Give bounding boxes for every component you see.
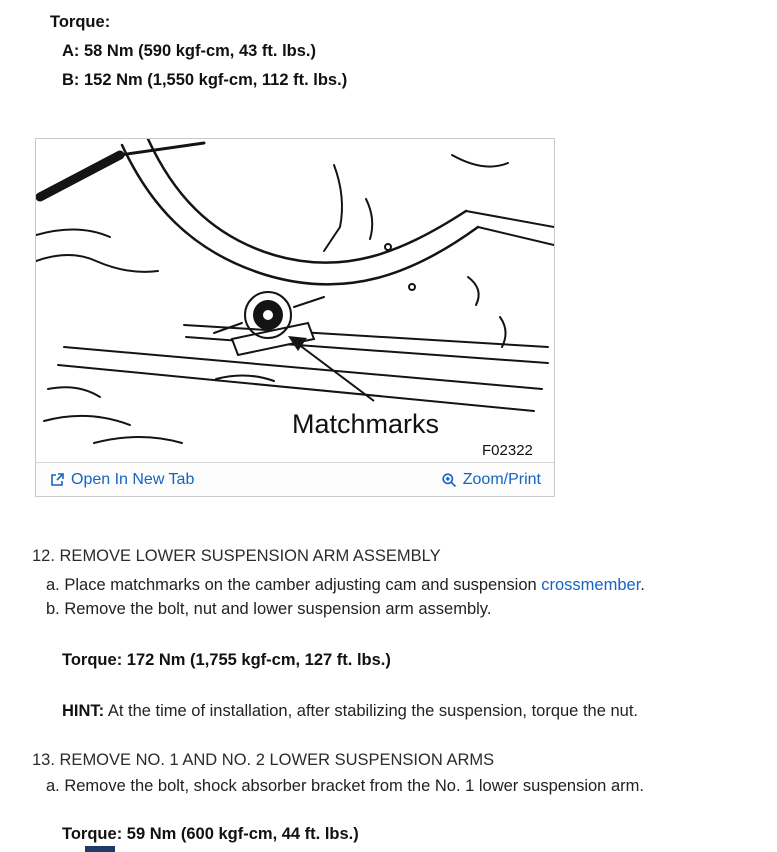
suspension-diagram [36, 139, 554, 461]
torque-line-b: B: 152 Nm (1,550 kgf-cm, 112 ft. lbs.) [62, 71, 348, 89]
step-12-item-a [46, 576, 645, 595]
figure-panel [35, 138, 555, 497]
step-13-torque: Torque: 59 Nm (600 kgf-cm, 44 ft. lbs.) [62, 825, 359, 843]
open-in-new-tab-icon [49, 472, 65, 488]
torque-label: Torque: [50, 13, 111, 31]
step-13-heading: 13. REMOVE NO. 1 AND NO. 2 LOWER SUSPENSION ARMS [32, 751, 495, 769]
figure-toolbar [36, 462, 554, 496]
crossmember-link[interactable]: crossmember [541, 576, 641, 594]
step-12-item-a-period: . [640, 576, 645, 594]
torque-spec-block [50, 8, 347, 95]
partial-bottom-element [85, 846, 115, 852]
open-in-new-tab-link[interactable] [49, 471, 194, 489]
torque-line-a: A: 58 Nm (590 kgf-cm, 43 ft. lbs.) [62, 42, 316, 60]
open-in-new-tab-label: Open In New Tab [71, 470, 195, 488]
zoom-print-link[interactable] [441, 471, 541, 489]
step-13-item-a: a. Remove the bolt, shock absorber bracket from the No. 1 lower suspension arm. [46, 777, 644, 795]
step-12-item-a-text: a. Place matchmarks on the camber adjusting cam and suspension [46, 576, 542, 594]
matchmarks-label: Matchmarks [292, 409, 440, 439]
hint-label: HINT: [62, 702, 105, 720]
suspension-diagram-svg [36, 139, 554, 461]
step-12-heading: 12. REMOVE LOWER SUSPENSION ARM ASSEMBLY [32, 547, 441, 565]
step-12-hint [62, 702, 638, 721]
zoom-print-label: Zoom/Print [462, 470, 541, 488]
hint-text: At the time of installation, after stabilizing the suspension, torque the nut. [104, 702, 638, 720]
figure-code: F02322 [482, 442, 533, 459]
step-12-item-b: b. Remove the bolt, nut and lower suspension arm assembly. [46, 600, 492, 618]
step-12-torque: Torque: 172 Nm (1,755 kgf-cm, 127 ft. lbs.) [62, 651, 391, 669]
magnifier-plus-icon [441, 472, 457, 488]
